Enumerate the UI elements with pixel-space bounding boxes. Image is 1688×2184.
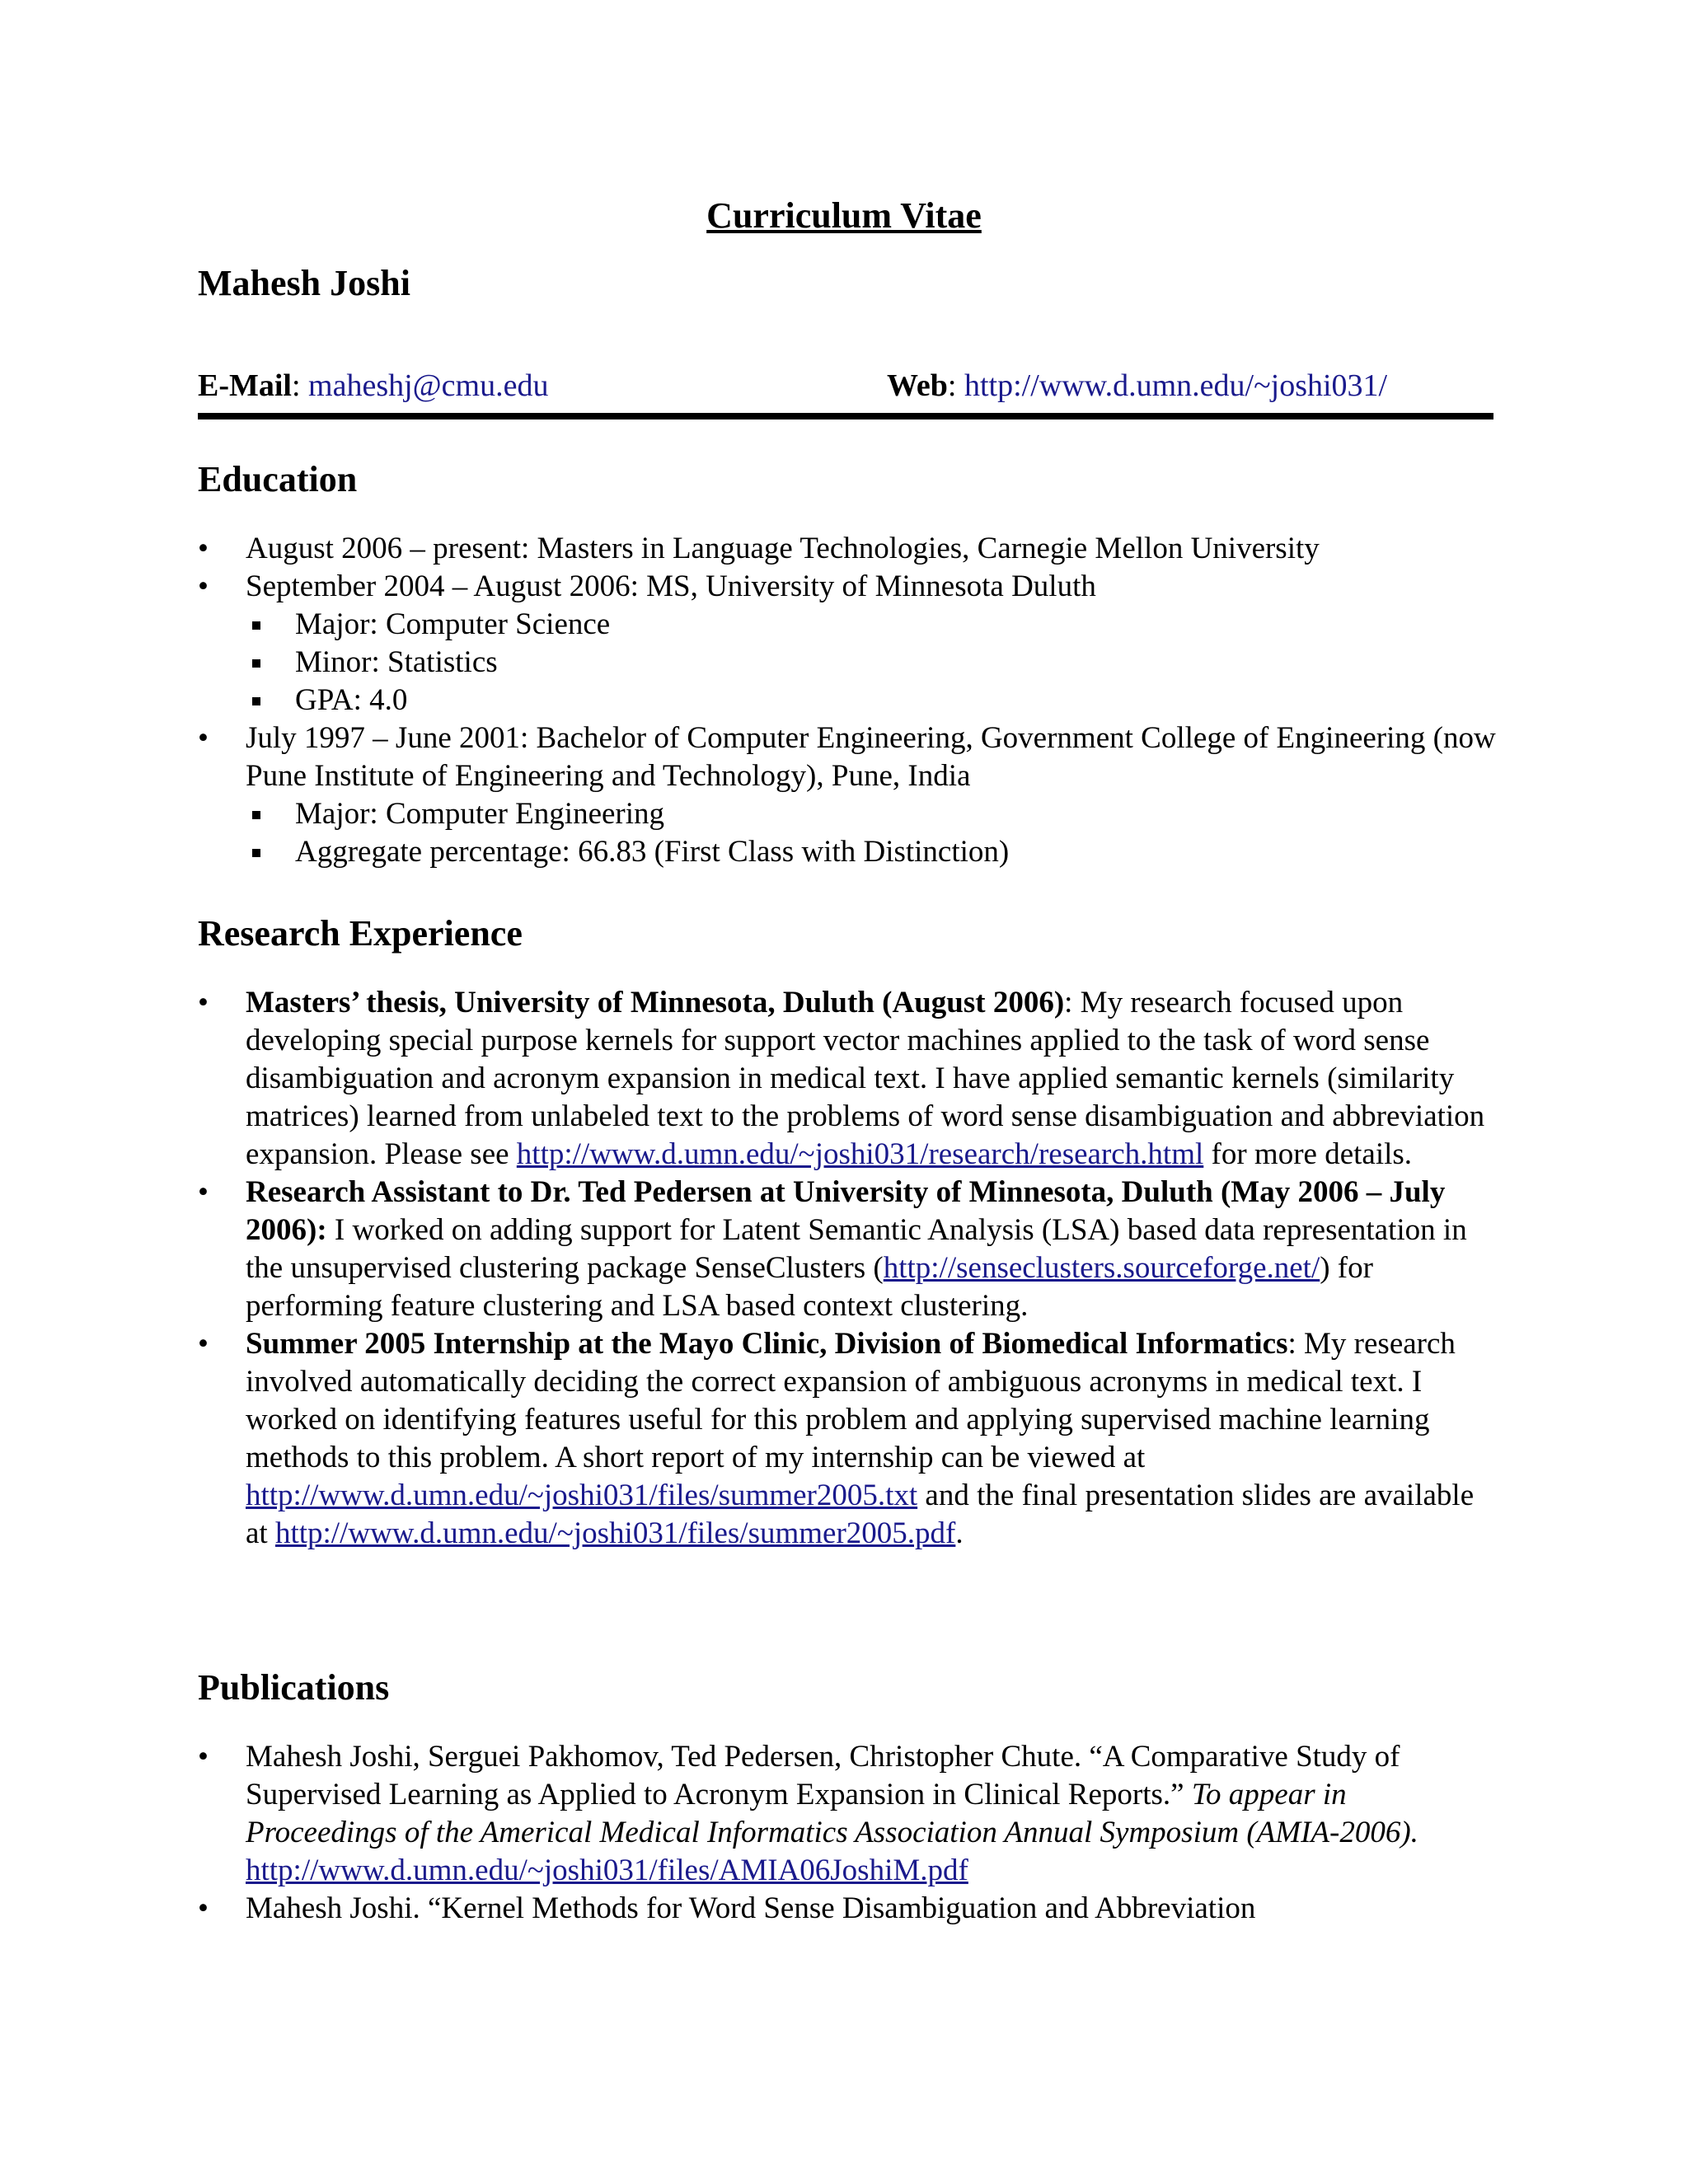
person-name: Mahesh Joshi	[198, 263, 410, 303]
summer-report-link[interactable]: http://www.d.umn.edu/~joshi031/files/summer2005.txt	[246, 1479, 918, 1512]
education-section	[198, 458, 1500, 871]
education-subitem: Major: Computer Engineering	[246, 795, 1500, 833]
summer-slides-link[interactable]: http://www.d.umn.edu/~joshi031/files/summer2005.pdf	[274, 1516, 956, 1550]
publication-item: • Mahesh Joshi. “Kernel Methods for Word Sense Disambiguation and Abbreviation	[198, 1890, 1500, 1928]
education-subitem: Aggregate percentage: 66.83 (First Class with Distinction)	[246, 833, 1500, 871]
education-item: • July 1997 – June 2001: Bachelor of Computer Engineering, Government College of Engineering (now Pune Institute of Engineering and Technology), Pune, India Major: Computer Engineering Aggregate percentage: 66.83 (First Class with Distinction)	[198, 719, 1500, 871]
research-item: • Masters’ thesis, University of Minnesota, Duluth (August 2006): My research focused upon developing special purpose kernels for support vector machines applied to the task of word sense disambiguation and acronym expansion in medical text. I have applied semantic kernels (similarity matrices) learned from unlabeled text to the problems of word sense disambiguation and abbreviation expansion. Please see http://www.d.umn.edu/~joshi031/research/research.html for more details.	[198, 984, 1500, 1174]
research-item: • Summer 2005 Internship at the Mayo Clinic, Division of Biomedical Informatics: My research involved automatically deciding the correct expansion of ambiguous acronyms in medical text. I worked on identifying features useful for this problem and applying supervised machine learning methods to this problem. A short report of my internship can be viewed at http://www.d.umn.edu/~joshi031/files/summer2005.txt and the final presentation slides are available at http://www.d.umn.edu/~joshi031/files/summer2005.pdf.	[198, 1325, 1500, 1553]
education-heading: Education	[198, 459, 358, 499]
education-subitem: Minor: Statistics	[246, 644, 1500, 682]
publications-section	[198, 1666, 1500, 1928]
web-line: Web: http://www.d.umn.edu/~joshi031/	[887, 368, 1388, 403]
email-line: E-Mail: maheshj@cmu.edu	[198, 368, 549, 403]
document-title: Curriculum Vitae	[706, 195, 982, 236]
research-heading: Research Experience	[198, 913, 523, 954]
research-section	[198, 912, 1500, 1553]
publication-item: • Mahesh Joshi, Serguei Pakhomov, Ted Pedersen, Christopher Chute. “A Comparative Study of Supervised Learning as Applied to Acronym Expansion in Clinical Reports.” To appear in Proceedings of the Americal Medical Informatics Association Annual Symposium (AMIA-2006). http://www.d.umn.edu/~joshi031/files/AMIA06JoshiM.pdf	[198, 1738, 1500, 1890]
research-link[interactable]: http://www.d.umn.edu/~joshi031/research/research.html	[516, 1137, 1204, 1171]
publications-heading: Publications	[198, 1667, 390, 1708]
web-address[interactable]: http://www.d.umn.edu/~joshi031/	[964, 368, 1388, 403]
research-list	[198, 984, 1500, 1553]
email-address[interactable]: maheshj@cmu.edu	[308, 368, 549, 403]
research-item: • Research Assistant to Dr. Ted Pedersen at University of Minnesota, Duluth (May 2006 – July 2006): I worked on adding support for Latent Semantic Analysis (LSA) based data representation in the unsupervised clustering package SenseClusters (http://senseclusters.sourceforge.net/) for performing feature clustering and LSA based context clustering.	[198, 1174, 1500, 1325]
education-item: • September 2004 – August 2006: MS, University of Minnesota Duluth Major: Computer Science Minor: Statistics GPA: 4.0	[198, 568, 1500, 719]
publication-link[interactable]: http://www.d.umn.edu/~joshi031/files/AMIA06JoshiM.pdf	[246, 1854, 968, 1887]
email-label: E-Mail	[198, 368, 292, 403]
education-sublist	[246, 795, 1500, 871]
publications-list	[198, 1738, 1500, 1928]
header-divider	[198, 413, 1493, 419]
web-label: Web	[887, 368, 948, 403]
education-sublist	[246, 606, 1500, 719]
education-list	[198, 530, 1500, 871]
senseclusters-link[interactable]: http://senseclusters.sourceforge.net/	[883, 1251, 1320, 1285]
education-subitem: GPA: 4.0	[246, 682, 1500, 719]
education-subitem: Major: Computer Science	[246, 606, 1500, 644]
education-item: • August 2006 – present: Masters in Language Technologies, Carnegie Mellon University	[198, 530, 1500, 568]
